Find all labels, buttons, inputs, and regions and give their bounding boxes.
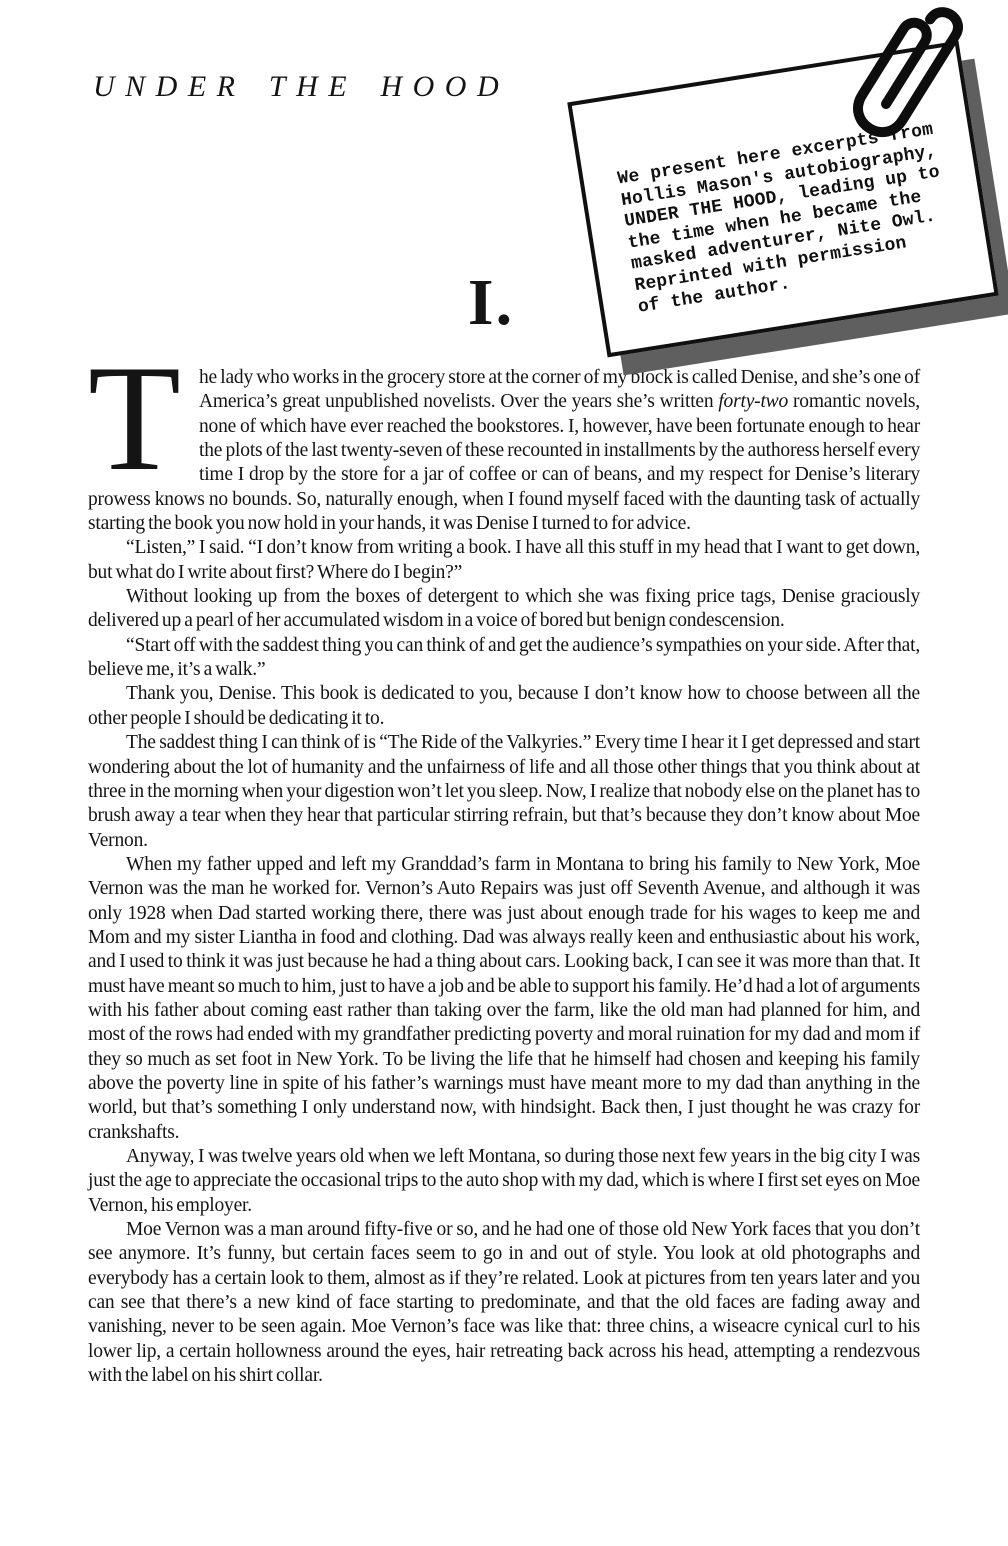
- paragraph: [88, 536, 920, 585]
- paragraph: [88, 634, 920, 683]
- text-run: Without looking up from the boxes of detergent to which she was fixing price tags, Denise graciously delivered up a pearl of her accumulated wisdom in a voice of bored but benign condescension.: [88, 586, 920, 632]
- paragraph: [88, 1145, 920, 1218]
- text-run: romantic novels, none of which have ever reached the bookstores. I, however, have been fortunate enough to hear the plots of the last twenty-seven of these recounted in installments by the authoress herself every time I drop by the store for a jar of coffee or can of beans, and my respect for Denise’s literary prowess knows no bounds. So, naturally enough, when I found myself faced with the daunting task of actually starting the book you now hold in your hands, it was Denise I turned to for advice.: [88, 391, 920, 535]
- paperclip-icon: [820, 6, 990, 156]
- paragraph: [88, 334, 920, 536]
- drop-cap: T: [88, 334, 181, 502]
- text-run: Moe Vernon was a man around fifty-five or so, and he had one of those old New York faces that you don’t see anymore. It’s funny, but certain faces seem to go in and out of style. You look at old photographs and everybody has a certain look to them, almost as if they’re related. Look at pictures from ten years later and you can see that there’s a new kind of face starting to predominate, and that the old faces are fading away and vanishing, never to be seen again. Moe Vernon’s face was like that: three chins, a wiseacre cynical curl to his lower lip, a certain hollowness around the eyes, hair retreating back across his head, attempting a rendezvous with the label on his shirt collar.: [88, 1219, 920, 1387]
- text-run: When my father upped and left my Granddad’s farm in Montana to bring his family to New York, Moe Vernon was the man he worked for. Vernon’s Auto Repairs was just off Seventh Avenue, and although it was only 1928 when Dad started working there, there was just about enough trade for his wages to keep me and Mom and my sister Liantha in food and clothing. Dad was always really keen and enthusiastic about his work, and I used to think it was just because he had a thing about cars. Looking back, I can see it was more than that. It must have meant so much to him, just to have a job and be able to support his family. He’d had a lot of arguments with his father about coming east rather than taking over the farm, like the old man had planned for him, and most of the rows had ended with my grandfather predicting poverty and moral ruination for my dad and mom if they so much as set foot in New York. To be living the life that he himself had chosen and keeping his family above the poverty line in spite of his father’s warnings must have meant more to my dad than anything in the world, but that’s something I only understand now, with hindsight. Back then, I just thought he was crazy for crankshafts.: [88, 853, 920, 1143]
- paragraph: [88, 1218, 920, 1388]
- paragraph: [88, 682, 920, 731]
- text-run: Anyway, I was twelve years old when we left Montana, so during those next few years in the big city I was just the age to appreciate the occasional trips to the auto shop with my dad, which is where I first set eyes on Moe Vernon, his employer.: [88, 1146, 920, 1216]
- text-run: he lady who works in the grocery store at the corner of my block is called Denise, and she’s one of America’s great unpublished novelists. Over the years she’s written: [199, 367, 920, 413]
- text-run: “Listen,” I said. “I don’t know from writing a book. I have all this stuff in my head that I want to get down, but what do I write about first? Where do I begin?”: [88, 537, 920, 583]
- text-run: Thank you, Denise. This book is dedicated to you, because I don’t know how to choose between all the other people I should be dedicating it to.: [88, 683, 920, 729]
- paragraph: [88, 853, 920, 1145]
- paragraph: [88, 585, 920, 634]
- note-text: We present here excerpts from Hollis Mason's autobiography, UNDER THE HOOD, leading up to the time when he became the masked adventurer, Nite Owl. Reprinted with permission of the author.: [616, 119, 942, 318]
- text-run: The saddest thing I can think of is “The Ride of the Valkyries.” Every time I hear it I get depressed and start wondering about the lot of humanity and the unfairness of life and all those other things that you think about at three in the morning when your digestion won’t let you sleep. Now, I realize that nobody else on the planet has to brush away a tear when they hear that particular stirring refrain, but that’s because they don’t know about Moe Vernon.: [88, 732, 920, 851]
- page-title: UNDER THE HOOD: [93, 70, 510, 103]
- text-run: “Start off with the saddest thing you can think of and get the audience’s sympathies on your side. After that, believe me, it’s a walk.”: [88, 634, 920, 681]
- paragraph: [88, 731, 920, 853]
- emphasized-text: forty-two: [718, 391, 789, 413]
- body-text: [88, 334, 920, 1388]
- chapter-heading: I.: [467, 266, 515, 339]
